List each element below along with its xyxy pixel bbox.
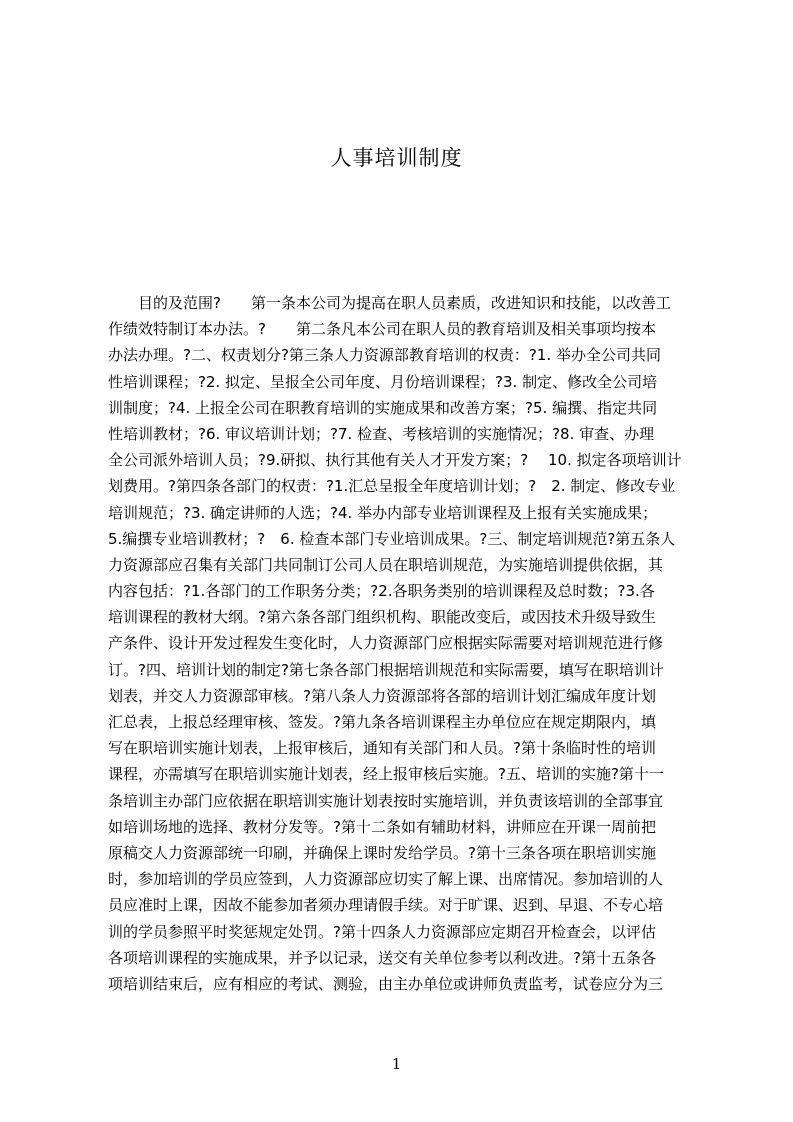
document-title: 人事培训制度: [330, 146, 463, 170]
body-line: 各项培训课程的实施成果，并予以记录，送交有关单位参考以利改进。?第十五条各: [108, 948, 656, 967]
body-line: 5.编撰专业培训教材；? 6. 检查本部门专业培训成果。?三、制定培训规范?第五条人: [108, 529, 676, 548]
body-line: 目的及范围? 第一条本公司为提高在职人员素质，改进知识和技能，以改善工: [108, 294, 671, 312]
body-line: 订。?四、培训计划的制定?第七条各部门根据培训规范和实际需要，填写在职培训计: [108, 660, 664, 679]
body-line: 划表，并交人力资源部审核。?第八条人力资源部将各部的培训计划汇编成年度计划: [108, 686, 656, 705]
body-line: 性培训课程；?2. 拟定、呈报全公司年度、月份培训课程；?3. 制定、修改全公司培: [108, 372, 658, 391]
body-line: 培训规范；?3. 确定讲师的人选；?4. 举办内部专业培训课程及上报有关实施成果；: [108, 503, 658, 522]
body-line: 员应准时上课，因故不能参加者须办理请假手续。对于旷课、迟到、早退、不专心培: [108, 896, 664, 915]
body-line: 办法办理。?二、权责划分?第三条人力资源部教育培训的权责：?1. 举办全公司共同: [108, 346, 661, 365]
body-line: 汇总表，上报总经理审核、签发。?第九条各培训课程主办单位应在规定期限内，填: [108, 713, 656, 731]
body-line: 项培训结束后，应有相应的考试、测验，由主办单位或讲师负责监考，试卷应分为三: [108, 974, 664, 993]
body-line: 全公司派外培训人员；?9.研拟、执行其他有关人才开发方案；? 10. 拟定各项培训计: [108, 451, 682, 470]
body-line: 课程，亦需填写在职培训实施计划表，经上报审核后实施。?五、培训的实施?第十一: [108, 765, 664, 784]
body-line: 力资源部应召集有关部门共同制订公司人员在职培训规范，为实施培训提供依据，其: [108, 555, 664, 574]
body-line: 如培训场地的选择、教材分发等。?第十二条如有辅助材料，讲师应在开课一周前把: [108, 817, 656, 836]
document-body: [108, 290, 698, 997]
body-line: 培训课程的教材大纲。?第六条各部门组织机构、职能改变后，或因技术升级导致生: [108, 608, 656, 627]
body-line: 写在职培训实施计划表，上报审核后，通知有关部门和人员。?第十条临时性的培训: [108, 739, 656, 758]
page-number: 1: [391, 1055, 402, 1073]
body-line: 划费用。?第四条各部门的权责：?1.汇总呈报全年度培训计划；? 2. 制定、修改专业: [108, 477, 676, 496]
body-line: 训制度；?4. 上报全公司在职教育培训的实施成果和改善方案；?5. 编撰、指定共同: [108, 398, 658, 417]
body-line: 产条件、设计开发过程发生变化时，人力资源部门应根据实际需要对培训规范进行修: [108, 634, 664, 653]
body-line: 内容包括：?1.各部门的工作职务分类；?2.各职务类别的培训课程及总时数；?3.各: [108, 582, 655, 601]
body-line: 原稿交人力资源部统一印刷，并确保上课时发给学员。?第十三条各项在职培训实施: [108, 843, 656, 862]
body-line: 性培训教材；?6. 审议培训计划；?7. 检查、考核培训的实施情况；?8. 审查、办理: [108, 424, 655, 443]
body-line: 训的学员参照平时奖惩规定处罚。?第十四条人力资源部应定期召开检查会，以评估: [108, 922, 656, 941]
body-line: 时，参加培训的学员应签到，人力资源部应切实了解上课、出席情况。参加培训的人: [108, 870, 664, 889]
body-line: 条培训主办部门应依据在职培训实施计划表按时实施培训，并负责该培训的全部事宜: [108, 791, 664, 810]
body-line: 作绩效特制订本办法。? 第二条凡本公司在职人员的教育培训及相关事项均按本: [108, 320, 656, 339]
